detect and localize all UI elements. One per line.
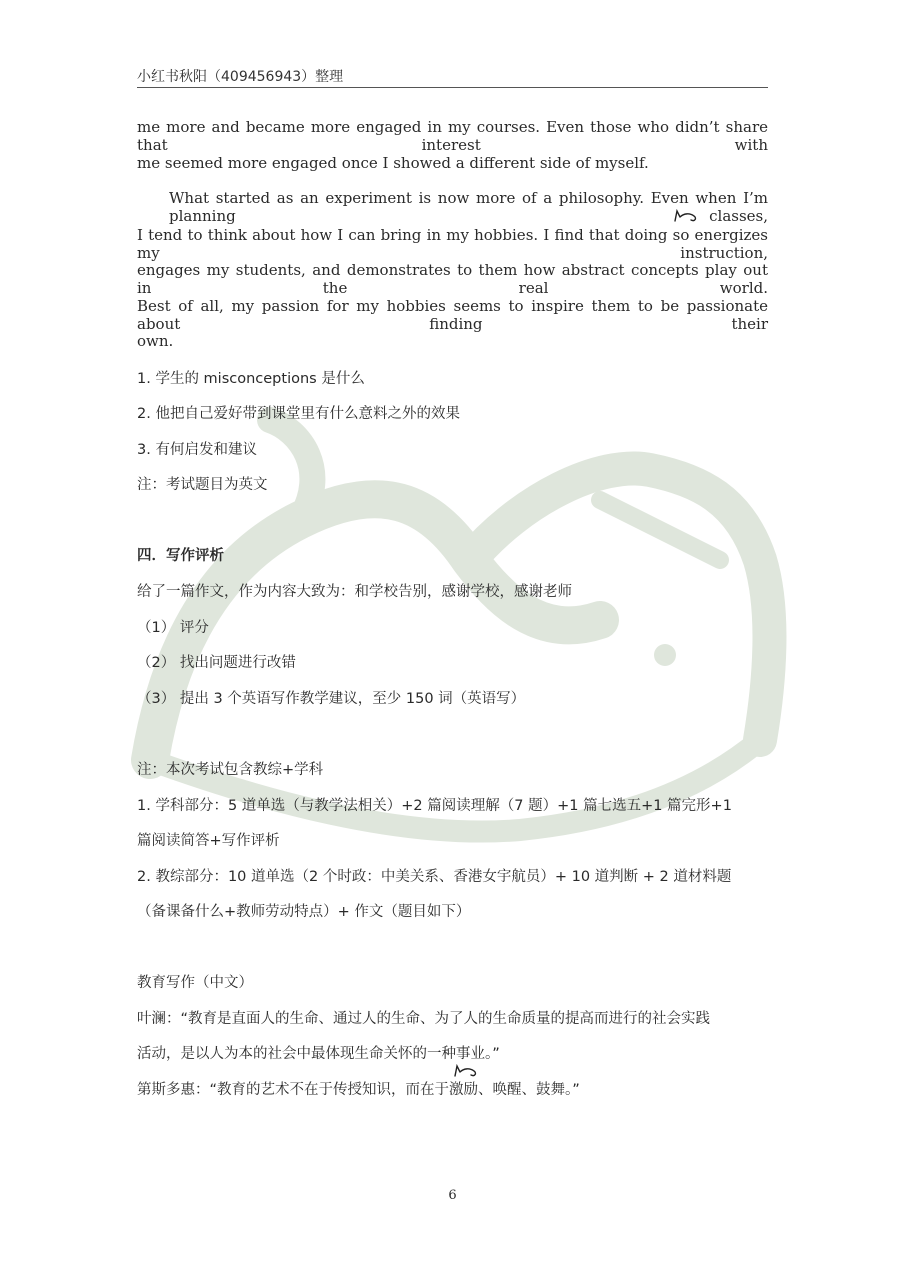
note-line: （备课备什么+教师劳动特点）+ 作文（题目如下） (137, 904, 471, 920)
page-number: 6 (448, 1188, 457, 1203)
essay-title: 教育写作（中文） (137, 975, 253, 991)
paragraph-line: me more and became more engaged in my courses. Even those who didn’t share that interest with (137, 118, 768, 154)
paragraph-line: What started as an experiment is now more of a philosophy. Even when I’m planning classes, (169, 189, 768, 225)
note-line: 1. 学科部分：5 道单选（与教学法相关）+2 篇阅读理解（7 题）+1 篇七选五+1 篇完形+1 (137, 798, 732, 814)
paragraph-line: Best of all, my passion for my hobbies seems to inspire them to be passionate about finding their (137, 297, 768, 333)
section-item: （3） 提出 3 个英语写作教学建议，至少 150 词（英语写） (137, 691, 526, 707)
page-header: 小红书秋阳（409456943）整理 (137, 69, 344, 85)
question-item: 3. 有何启发和建议 (137, 442, 257, 458)
note-text: 注：考试题目为英文 (137, 477, 268, 493)
quote-line: 活动，是以人为本的社会中最体现生命关怀的一种事业。” (137, 1046, 500, 1062)
section-item: （2） 找出问题进行改错 (137, 655, 296, 671)
paragraph-line: I tend to think about how I can bring in my hobbies. I find that doing so energizes my instruction, (137, 226, 768, 262)
cursor-mark-icon (672, 207, 702, 225)
section-intro: 给了一篇作文，作为内容大致为：和学校告别，感谢学校，感谢老师 (137, 584, 572, 600)
section-title: 四．写作评析 (137, 548, 224, 564)
paragraph-line: engages my students, and demonstrates to them how abstract concepts play out in the real world. (137, 261, 768, 297)
paragraph-line: me seemed more engaged once I showed a different side of myself. (137, 154, 649, 172)
question-item: 1. 学生的 misconceptions 是什么 (137, 371, 365, 387)
cursor-mark-icon (452, 1062, 482, 1080)
note-line: 篇阅读简答+写作评析 (137, 833, 280, 849)
quote-line: 第斯多惠：“教育的艺术不在于传授知识，而在于激励、唤醒、鼓舞。” (137, 1082, 580, 1098)
note-line: 2. 教综部分：10 道单选（2 个时政：中美关系、香港女宇航员）+ 10 道判断 + 2 道材料题 (137, 869, 732, 885)
question-item: 2. 他把自己爱好带到课堂里有什么意料之外的效果 (137, 406, 460, 422)
quote-line: 叶澜：“教育是直面人的生命、通过人的生命、为了人的生命质量的提高而进行的社会实践 (137, 1011, 711, 1027)
section-item: （1） 评分 (137, 620, 209, 636)
note-title: 注：本次考试包含教综+学科 (137, 762, 324, 778)
paragraph-line: own. (137, 332, 174, 350)
header-divider (137, 87, 768, 88)
